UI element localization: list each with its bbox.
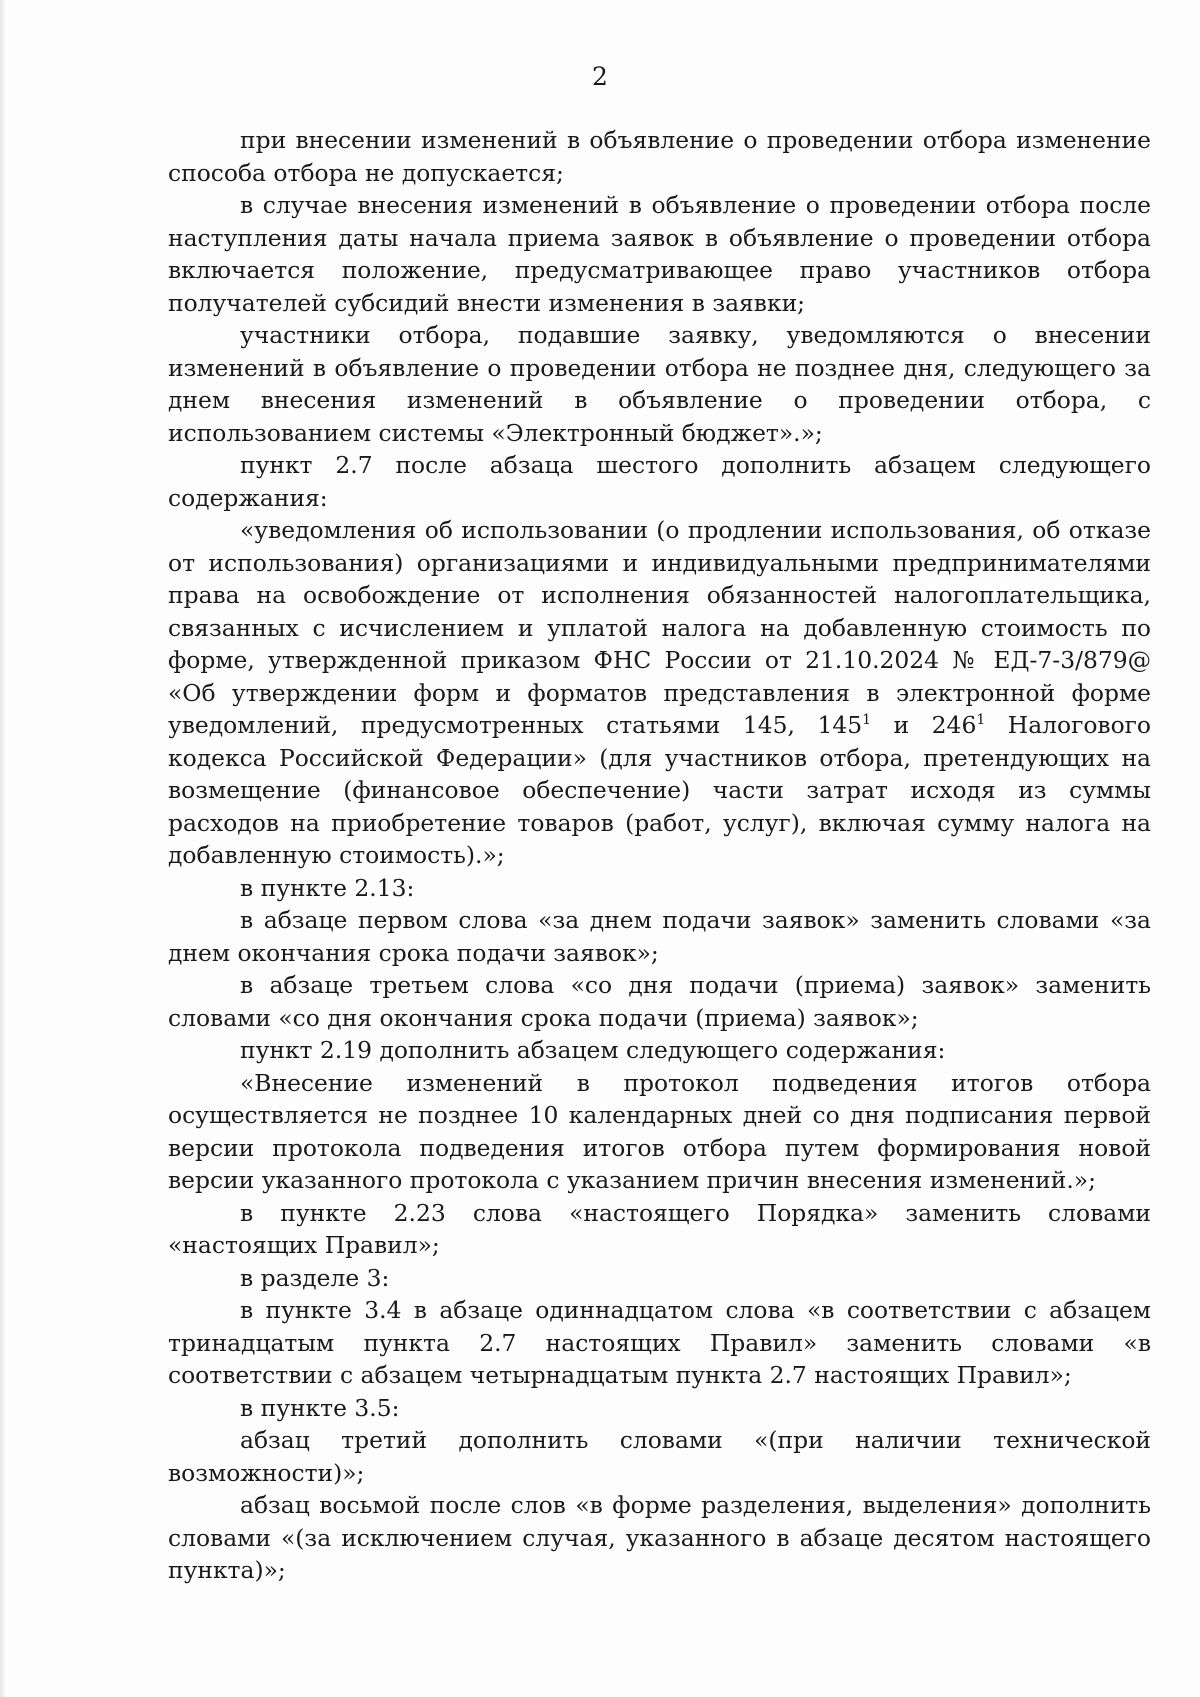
paragraph-abzac-eighth: абзац восьмой после слов «в форме разделения, выделения» дополнить словами «(за исключением случая, указанного в абзаце десятом настоящего пункта)»; [168,1491,1151,1584]
paragraph-abzac-third: в абзаце третьем слова «со дня подачи (приема) заявок» заменить словами «со дня окончания срока подачи (приема) заявок»; [168,971,1151,1032]
scan-edge-shadow [0,0,6,1697]
paragraph-item-2-7: пункт 2.7 после абзаца шестого дополнить абзацем следующего содержания: [168,451,1151,512]
document-body [168,124,1151,1587]
paragraph-item-2-19: пункт 2.19 дополнить абзацем следующего содержания: [240,1036,946,1064]
vat-text-part-3: Налогового кодекса Российской Федерации» (для участников отбора, претендующих на возмещение (финансовое обеспечение) части затрат исходя из суммы расходов на приобретение товаров (работ, услуг), включая сумму налога на добавленную стоимость).»; [168,711,1152,869]
vat-text-part-1: «уведомления об использовании (о продлении использования, об отказе от использования) организациями и индивидуальными предпринимателями права на освобождение от исполнения обязанностей налогоплательщика, связанных с исчислением и уплатой налога на добавленную стоимость по форме, утвержденной приказом ФНС России от 21.10.2024 № ЕД-7-3/879@ «Об утверждении форм и форматов представления в электронной форме уведомлений, предусмотренных статьями 145, 145 [168,516,1151,739]
paragraph-participants-notified: участники отбора, подавшие заявку, уведомляются о внесении изменений в объявление о проведении отбора не позднее дня, следующего за днем внесения изменений в объявление о проведении отбора, с использованием системы «Электронный бюджет».»; [168,321,1151,447]
paragraph-abzac-first: в абзаце первом слова «за днем подачи заявок» заменить словами «за днем окончания срока подачи заявок»; [168,906,1151,967]
paragraph-item-2-23: в пункте 2.23 слова «настоящего Порядка» заменить словами «настоящих Правил»; [168,1198,1151,1259]
paragraph-item-2-13: в пункте 2.13: [240,873,415,902]
paragraph-vat-notification [168,514,1151,872]
paragraph-selection-method: при внесении изменений в объявление о проведении отбора изменение способа отбора не допускается; [168,126,1151,187]
paragraph-changes-after-start: в случае внесения изменений в объявление о проведении отбора после наступления даты начала приема заявок в объявление о проведении отбора включается положение, предусматривающее право участников отбора получателей субсидий внести изменения в заявки; [168,191,1151,317]
paragraph-item-3-4: в пункте 3.4 в абзаце одиннадцатом слова «в соответствии с абзацем тринадцатым пункта 2.7 настоящих Правил» заменить словами «в соответствии с абзацем четырнадцатым пункта 2.7 настоящих Правил»; [168,1296,1151,1389]
page-number: 2 [592,62,608,91]
vat-text-part-2: и 246 [871,711,977,739]
superscript-1: 1 [862,712,872,729]
paragraph-abzac-third-addition: абзац третий дополнить словами «(при наличии технической возможности)»; [168,1426,1151,1487]
paragraph-item-3-5: в пункте 3.5: [240,1393,400,1422]
paragraph-section-3: в разделе 3: [240,1263,390,1292]
superscript-2: 1 [976,712,986,729]
paragraph-protocol-changes: «Внесение изменений в протокол подведения итогов отбора осуществляется не позднее 10 календарных дней со дня подписания первой версии протокола подведения итогов отбора путем формирования новой версии указанного протокола с указанием причин внесения изменений.»; [168,1068,1151,1194]
